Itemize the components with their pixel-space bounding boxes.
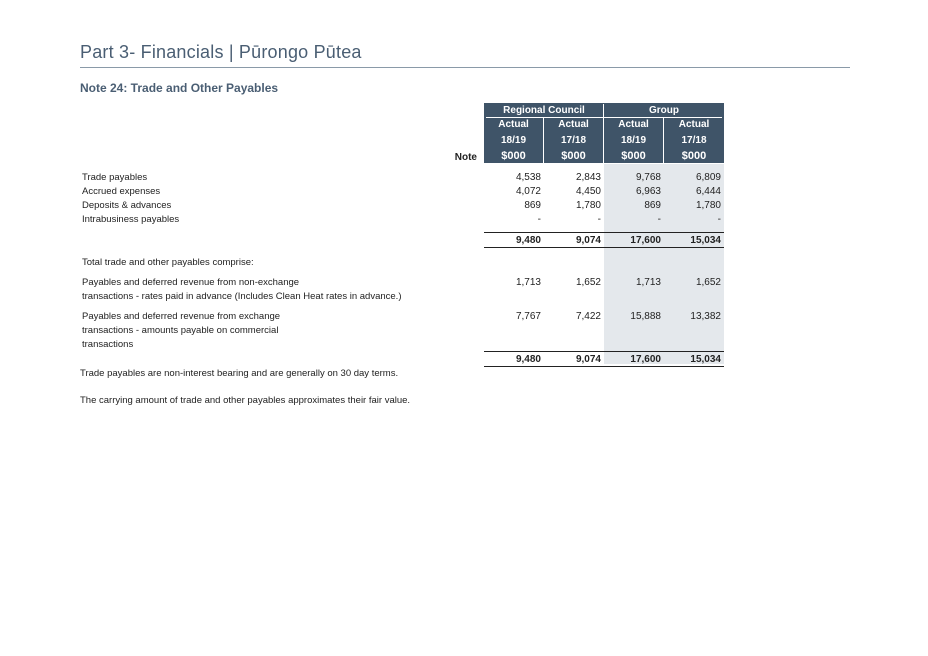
row-label: Deposits & advances bbox=[82, 200, 172, 211]
group-header-regional-council: Regional Council bbox=[503, 105, 585, 116]
total-rule bbox=[484, 232, 724, 233]
note-title: Note 24: Trade and Other Payables bbox=[80, 81, 279, 95]
total-cell: 17,600 bbox=[630, 354, 661, 365]
comprise-label: Total trade and other payables comprise: bbox=[82, 257, 254, 268]
total-cell: 9,480 bbox=[515, 354, 541, 365]
col-header-year: 17/18 bbox=[560, 135, 587, 146]
col-header-unit: $000 bbox=[501, 150, 526, 162]
exchange-label-line1: Payables and deferred revenue from exchange bbox=[82, 311, 281, 322]
table-cell: 6,963 bbox=[635, 186, 661, 197]
col-header-year: 18/19 bbox=[500, 135, 527, 146]
col-header-year: 17/18 bbox=[681, 135, 707, 146]
table-cell: 869 bbox=[524, 200, 541, 211]
nonexchange-label-line2: transactions - rates paid in advance (Includes Clean Heat rates in advance.) bbox=[82, 291, 402, 302]
table-cell: 9,768 bbox=[635, 172, 661, 183]
total-cell: 17,600 bbox=[630, 235, 661, 246]
table-cell: 4,538 bbox=[515, 172, 541, 183]
note-column-header: Note bbox=[454, 152, 477, 163]
page-title: Part 3- Financials | Pūrongo Pūtea bbox=[80, 42, 362, 62]
note-paragraph: Trade payables are non-interest bearing and are generally on 30 day terms. bbox=[80, 368, 399, 379]
total-cell: 9,074 bbox=[575, 235, 601, 246]
total-cell: 15,034 bbox=[690, 354, 721, 365]
col-header-actual: Actual bbox=[498, 119, 529, 130]
nonexchange-label-line1: Payables and deferred revenue from non-exchange bbox=[82, 277, 300, 288]
table-cell: - bbox=[717, 214, 721, 225]
table-cell: 15,888 bbox=[630, 311, 661, 322]
total-cell: 9,074 bbox=[575, 354, 601, 365]
title-divider bbox=[80, 67, 850, 68]
exchange-label-line2: transactions - amounts payable on commercial bbox=[82, 325, 279, 336]
table-cell: 7,422 bbox=[575, 311, 601, 322]
table-cell: 6,444 bbox=[695, 186, 721, 197]
col-header-unit: $000 bbox=[561, 150, 586, 162]
row-label: Intrabusiness payables bbox=[82, 214, 180, 225]
col-header-actual: Actual bbox=[678, 119, 710, 130]
col-header-actual: Actual bbox=[618, 119, 649, 130]
exchange-label-line3: transactions bbox=[82, 339, 134, 350]
total-double-rule bbox=[484, 366, 724, 367]
total-rule bbox=[484, 351, 724, 352]
table-cell: - bbox=[537, 214, 541, 225]
total-cell: 9,480 bbox=[515, 235, 541, 246]
table-cell: 1,652 bbox=[575, 277, 601, 288]
group-header-group: Group bbox=[649, 105, 679, 116]
note-paragraph: The carrying amount of trade and other payables approximates their fair value. bbox=[80, 395, 411, 406]
table-cell: 13,382 bbox=[690, 311, 721, 322]
total-cell: 15,034 bbox=[690, 235, 721, 246]
table-cell: 1,713 bbox=[635, 277, 661, 288]
col-header-unit: $000 bbox=[621, 150, 646, 162]
table-cell: 4,072 bbox=[515, 186, 541, 197]
total-double-rule bbox=[484, 247, 724, 248]
row-label: Accrued expenses bbox=[82, 186, 161, 197]
table-cell: - bbox=[657, 214, 661, 225]
row-label: Trade payables bbox=[82, 172, 148, 183]
table-cell: - bbox=[597, 214, 601, 225]
col-header-unit: $000 bbox=[681, 150, 707, 162]
table-cell: 2,843 bbox=[575, 172, 601, 183]
table-cell: 1,713 bbox=[515, 277, 541, 288]
table-cell: 7,767 bbox=[515, 311, 541, 322]
table-cell: 1,780 bbox=[695, 200, 721, 211]
table-cell: 4,450 bbox=[575, 186, 601, 197]
table-cell: 1,652 bbox=[695, 277, 721, 288]
col-header-actual: Actual bbox=[558, 119, 589, 130]
group-header-underline bbox=[486, 117, 722, 118]
table-cell: 1,780 bbox=[575, 200, 601, 211]
table-cell: 869 bbox=[644, 200, 661, 211]
table-cell: 6,809 bbox=[695, 172, 721, 183]
col-header-year: 18/19 bbox=[620, 135, 647, 146]
